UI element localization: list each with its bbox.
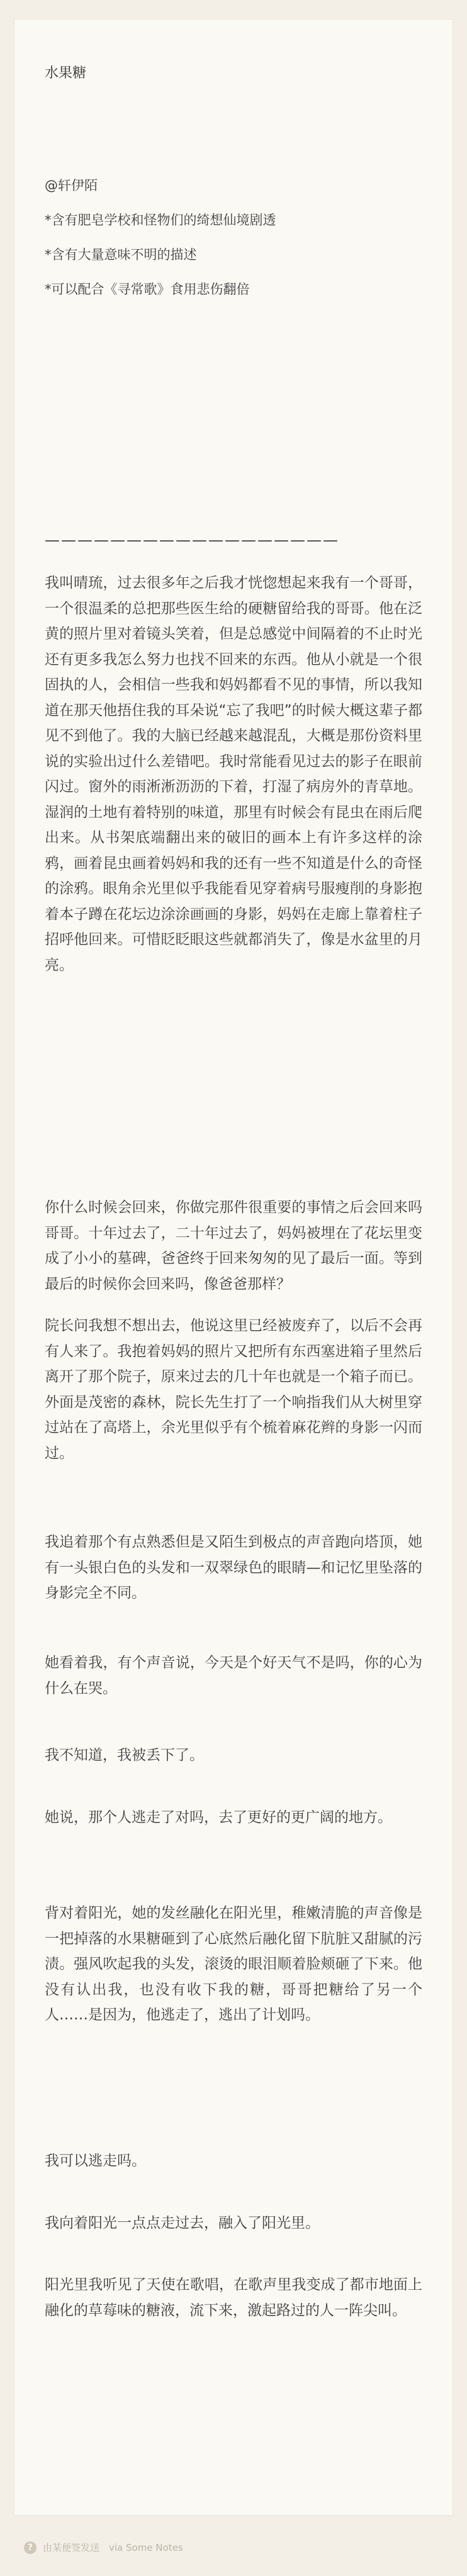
note-card [14,19,453,2516]
paragraph-11: 阳光里我听见了天使在歌唱，在歌声里我变成了都市地面上融化的草莓味的糖液，流下来，激起路过的人一阵尖叫。 [45,2277,422,2319]
note-line-3: *可以配合《寻常歌》食用悲伤翻倍 [45,282,250,297]
note-line-1: *含有肥皂学校和怪物们的绮想仙境剧透 [45,213,276,228]
paragraph-4: 我追着那个有点熟悉但是又陌生到极点的声音跑向塔顶，她有一头银白色的头发和一双翠绿色的眼睛—和记忆里坠落的身影完全不同。 [45,1534,422,1601]
paragraph-10: 我向着阳光一点点走过去，融入了阳光里。 [45,2215,320,2231]
section-divider: —————————————————— [45,531,339,549]
paragraph-9: 我可以逃走吗。 [45,2153,146,2169]
footer-text[interactable]: 由某便签发送 via Some Notes [43,2542,183,2553]
paragraph-6: 我不知道，我被丢下了。 [45,1747,204,1763]
paragraph-1: 我叫晴琉，过去很多年之后我才恍惚想起来我有一个哥哥，一个很温柔的总把那些医生给的硬糖留给我的哥哥。他在泛黄的照片里对着镜头笑着，但是总感觉中间隔着的不止时光还有更多我怎么努力也找不回来的东西。他从小就是一个很固执的人，会相信一些我和妈妈都看不见的事情，所以我知道在那天他捂住我的耳朵说“忘了我吧”的时候大概这辈子都见不到他了。我的大脑已经越来越混乱，大概是那份资料里说的实验出过什么差错吧。我时常能看见过去的影子在眼前闪过。窗外的雨淅淅沥沥的下着，打湿了病房外的青草地。湿润的土地有着特别的味道，那里有时候会有昆虫在雨后爬出来。从书架底端翻出来的破旧的画本上有许多这样的涂鸦，画着昆虫画着妈妈和我的还有一些不知道是什么的奇怪的涂鸦。眼角余光里似乎我能看见穿着病号服瘦削的身影抱着本子蹲在花坛边涂涂画画的身影，妈妈在走廊上靠着柱子招呼他回来。可惜眨眨眼这些就都消失了，像是水盆里的月亮。 [45,575,422,974]
note-line-2: *含有大量意味不明的描述 [45,247,197,262]
post-title: 水果糖 [45,65,87,81]
paragraph-5: 她看着我，有个声音说，今天是个好天气不是吗，你的心为什么在哭。 [45,1655,422,1697]
post-author: @轩伊陌 [45,178,98,193]
paragraph-3: 院长问我想不想出去，他说这里已经被废弃了，以后不会再有人来了。我抱着妈妈的照片又把所有东西塞进箱子里然后离开了那个院子，原来过去的几十年也就是一个箱子而已。外面是茂密的森林，院长先生打了一个响指我们从大树里穿过站在了高塔上，余光里似乎有个梳着麻花辫的身影一闪而过。 [45,1318,422,1462]
paragraph-8: 背对着阳光，她的发丝融化在阳光里，稚嫩清脆的声音像是一把掉落的水果糖砸到了心底然后融化留下肮脏又甜腻的污渍。强风吹起我的头发，滚烫的眼泪顺着脸颊砸了下来。他没有认出我，也没有收下我的糖，哥哥把糖给了另一个人……是因为，他逃走了，逃出了计划吗。 [45,1905,422,2023]
paragraph-2: 你什么时候会回来，你做完那件很重要的事情之后会回来吗哥哥。十年过去了，二十年过去了，妈妈被埋在了花坛里变成了小小的墓碑，爸爸终于回来匆匆的见了最后一面。等到最后的时候你会回来吗，像爸爸那样？ [45,1199,422,1292]
question-circle-icon: ? [24,2541,37,2554]
footer [24,2541,183,2554]
paragraph-7: 她说，那个人逃走了对吗，去了更好的更广阔的地方。 [45,1809,392,1826]
